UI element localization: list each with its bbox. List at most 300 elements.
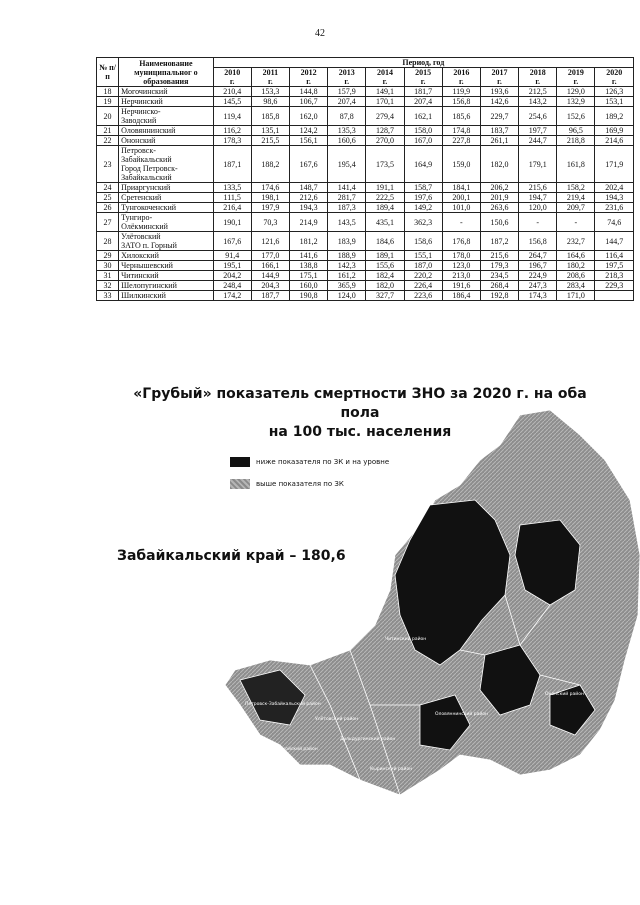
value-cell: 227,8	[442, 136, 480, 146]
value-cell: 184,1	[442, 183, 480, 193]
municipality-name	[119, 136, 214, 146]
value-cell: 194,3	[595, 193, 634, 203]
value-cell: 155,6	[366, 261, 404, 271]
value-cell: 231,6	[595, 203, 634, 213]
value-cell: 185,8	[251, 107, 289, 126]
row-number: 20	[97, 107, 119, 126]
value-cell: 197,5	[595, 261, 634, 271]
municipality-name-line: Забайкальский	[121, 155, 172, 164]
table-row	[97, 271, 634, 281]
table-row	[97, 107, 634, 126]
value-cell: 191,6	[442, 281, 480, 291]
value-cell: 214,9	[289, 213, 327, 232]
value-cell: 270,0	[366, 136, 404, 146]
mortality-table	[96, 57, 634, 301]
year-header	[595, 68, 634, 87]
value-cell: 212,5	[519, 87, 557, 97]
value-cell: 207,4	[404, 97, 442, 107]
value-cell: 155,1	[404, 251, 442, 261]
row-number: 21	[97, 126, 119, 136]
value-cell: 207,4	[328, 97, 366, 107]
value-cell: 156,8	[519, 232, 557, 251]
municipality-name-line: Сретенский	[121, 193, 162, 202]
value-cell: 158,6	[404, 232, 442, 251]
value-cell: 195,4	[328, 146, 366, 183]
municipality-name	[119, 281, 214, 291]
row-number: 33	[97, 291, 119, 301]
municipality-name-line: ЗАТО п. Горный	[121, 241, 177, 250]
value-cell: 210,4	[213, 87, 251, 97]
value-cell: 194,7	[519, 193, 557, 203]
year-header	[213, 68, 251, 87]
value-cell: -	[557, 213, 595, 232]
municipality-name	[119, 183, 214, 193]
value-cell: 152,6	[557, 107, 595, 126]
year-suffix: г.	[382, 77, 388, 86]
value-cell: 224,9	[519, 271, 557, 281]
value-cell: 156,8	[442, 97, 480, 107]
value-cell: 216,4	[213, 203, 251, 213]
value-cell: 194,3	[289, 203, 327, 213]
row-number: 24	[97, 183, 119, 193]
year-suffix: г.	[573, 77, 579, 86]
row-number: 25	[97, 193, 119, 203]
value-cell: 171,0	[557, 291, 595, 301]
value-cell: 327,7	[366, 291, 404, 301]
table-row	[97, 251, 634, 261]
year-suffix: г.	[611, 77, 617, 86]
map-label-dulduрга: Дульдургинский район	[340, 737, 396, 742]
value-cell: 215,6	[519, 183, 557, 193]
value-cell: 145,5	[213, 97, 251, 107]
value-cell: 229,7	[480, 107, 518, 126]
value-cell: 281,7	[328, 193, 366, 203]
value-cell: 96,5	[557, 126, 595, 136]
municipality-name	[119, 203, 214, 213]
value-cell: 263,6	[480, 203, 518, 213]
value-cell: 116,4	[595, 251, 634, 261]
value-cell: 264,7	[519, 251, 557, 261]
value-cell: 213,0	[442, 271, 480, 281]
year-label: 2014	[376, 68, 393, 77]
municipality-name	[119, 271, 214, 281]
municipality-name-line: Город Петровск-	[121, 164, 178, 173]
table-row	[97, 203, 634, 213]
year-header	[519, 68, 557, 87]
municipality-name	[119, 87, 214, 97]
value-cell: 141,4	[328, 183, 366, 193]
table-row	[97, 232, 634, 251]
value-cell: 192,8	[480, 291, 518, 301]
value-cell: 70,3	[251, 213, 289, 232]
header-period: Период, год	[213, 58, 633, 68]
map-label-chitinsky: Читинский район	[385, 637, 427, 642]
value-cell: 181,7	[404, 87, 442, 97]
municipality-name-line: Шелопугинский	[121, 281, 177, 290]
value-cell: 181,2	[289, 232, 327, 251]
value-cell: 190,8	[289, 291, 327, 301]
page-number: 42	[315, 28, 325, 39]
year-header	[366, 68, 404, 87]
value-cell: 120,0	[519, 203, 557, 213]
value-cell: 167,6	[213, 232, 251, 251]
value-cell: 204,2	[213, 271, 251, 281]
value-cell: 153,1	[595, 97, 634, 107]
value-cell: 111,5	[213, 193, 251, 203]
value-cell: 190,1	[213, 213, 251, 232]
table-row	[97, 136, 634, 146]
value-cell: 182,0	[366, 281, 404, 291]
value-cell: 183,7	[480, 126, 518, 136]
value-cell: 128,7	[366, 126, 404, 136]
value-cell: 180,2	[557, 261, 595, 271]
value-cell: 189,2	[595, 107, 634, 126]
year-suffix: г.	[306, 77, 311, 86]
value-cell: 189,1	[366, 251, 404, 261]
value-cell: 223,6	[404, 291, 442, 301]
table-row	[97, 97, 634, 107]
municipality-name-line: Могочинский	[121, 87, 168, 96]
value-cell: 177,0	[251, 251, 289, 261]
row-number: 18	[97, 87, 119, 97]
value-cell: 174,8	[442, 126, 480, 136]
value-cell: 202,4	[595, 183, 634, 193]
year-label: 2012	[300, 68, 317, 77]
legend-item-above	[230, 477, 389, 491]
municipality-name-line: Чернышевский	[121, 261, 173, 270]
municipality-name-line: Хилокский	[121, 251, 159, 260]
row-number: 28	[97, 232, 119, 251]
year-suffix: г.	[420, 77, 426, 86]
value-cell: 189,4	[366, 203, 404, 213]
year-label: 2016	[453, 68, 470, 77]
value-cell: 143,5	[328, 213, 366, 232]
value-cell: 283,4	[557, 281, 595, 291]
value-cell: 98,6	[251, 97, 289, 107]
value-cell: 208,6	[557, 271, 595, 281]
legend-item-below	[230, 455, 389, 469]
year-suffix: г.	[535, 77, 541, 86]
header-num: № п/п	[97, 58, 119, 87]
table-row	[97, 193, 634, 203]
year-label: 2018	[529, 68, 546, 77]
municipality-name-line: Олёкминский	[121, 222, 168, 231]
value-cell: 186,4	[442, 291, 480, 301]
value-cell: 197,9	[251, 203, 289, 213]
value-cell: 158,0	[404, 126, 442, 136]
year-suffix: г.	[268, 77, 273, 86]
value-cell: -	[442, 213, 480, 232]
map-title-line2: на 100 тыс. населения	[268, 424, 452, 440]
value-cell: 185,6	[442, 107, 480, 126]
value-cell: 91,4	[213, 251, 251, 261]
row-number: 27	[97, 213, 119, 232]
value-cell: 153,3	[251, 87, 289, 97]
row-number: 30	[97, 261, 119, 271]
value-cell: 200,1	[442, 193, 480, 203]
municipality-name	[119, 126, 214, 136]
value-cell: 187,0	[404, 261, 442, 271]
municipality-name	[119, 97, 214, 107]
value-cell: 188,2	[251, 146, 289, 183]
value-cell: 162,1	[404, 107, 442, 126]
value-cell: 176,8	[442, 232, 480, 251]
municipality-name-line: Нерчинско-	[121, 107, 161, 116]
municipality-name-line: Петровск-	[121, 146, 156, 155]
value-cell: 195,1	[213, 261, 251, 271]
year-label: 2013	[338, 68, 355, 77]
value-cell: 174,6	[251, 183, 289, 193]
value-cell: 167,6	[289, 146, 327, 183]
row-number: 23	[97, 146, 119, 183]
year-label: 2015	[415, 68, 432, 77]
map-title-line1: «Грубый» показатель смертности ЗНО за 2020 г. на оба пола	[133, 386, 587, 421]
value-cell: 160,0	[289, 281, 327, 291]
value-cell: 268,4	[480, 281, 518, 291]
value-cell: 215,6	[480, 251, 518, 261]
value-cell: 248,4	[213, 281, 251, 291]
value-cell: 149,2	[404, 203, 442, 213]
value-cell: 121,6	[251, 232, 289, 251]
value-cell: 159,0	[442, 146, 480, 183]
value-cell: 215,5	[251, 136, 289, 146]
value-cell: 178,3	[213, 136, 251, 146]
row-number: 32	[97, 281, 119, 291]
municipality-name	[119, 232, 214, 251]
value-cell: 167,0	[404, 136, 442, 146]
year-header	[251, 68, 289, 87]
value-cell: 161,2	[328, 271, 366, 281]
table-row	[97, 213, 634, 232]
value-cell: -	[519, 213, 557, 232]
table-row	[97, 261, 634, 271]
value-cell: 191,1	[366, 183, 404, 193]
value-cell: 187,3	[328, 203, 366, 213]
municipality-name-line: Приаргунский	[121, 183, 171, 192]
value-cell: 218,8	[557, 136, 595, 146]
value-cell: 106,7	[289, 97, 327, 107]
value-cell: 87,8	[328, 107, 366, 126]
value-cell: 218,3	[595, 271, 634, 281]
value-cell: 229,3	[595, 281, 634, 291]
value-cell: 123,0	[442, 261, 480, 271]
value-cell: 175,1	[289, 271, 327, 281]
municipality-name-line: Ононский	[121, 136, 156, 145]
value-cell: 193,6	[480, 87, 518, 97]
value-cell: 150,6	[480, 213, 518, 232]
value-cell: 142,6	[480, 97, 518, 107]
value-cell: 196,7	[519, 261, 557, 271]
year-suffix: г.	[229, 77, 235, 86]
value-cell: 204,3	[251, 281, 289, 291]
value-cell: 183,9	[328, 232, 366, 251]
value-cell: 197,7	[519, 126, 557, 136]
map-label-krasnochikoy: Красночикойский район	[260, 747, 318, 752]
map-label-uletovsky: Улётовский район	[315, 717, 359, 722]
value-cell: 132,9	[557, 97, 595, 107]
value-cell: 156,1	[289, 136, 327, 146]
value-cell: 119,9	[442, 87, 480, 97]
value-cell: 158,7	[404, 183, 442, 193]
value-cell: 138,8	[289, 261, 327, 271]
value-cell: 171,9	[595, 146, 634, 183]
row-number: 29	[97, 251, 119, 261]
value-cell: 179,1	[519, 146, 557, 183]
value-cell: 135,3	[328, 126, 366, 136]
municipality-name-line: Забайкальский	[121, 173, 172, 182]
value-cell: 362,3	[404, 213, 442, 232]
value-cell: 162,0	[289, 107, 327, 126]
value-cell: 234,5	[480, 271, 518, 281]
year-header	[442, 68, 480, 87]
value-cell: 124,2	[289, 126, 327, 136]
value-cell: 198,1	[251, 193, 289, 203]
value-cell: 435,1	[366, 213, 404, 232]
year-label: 2019	[567, 68, 584, 77]
value-cell: 157,9	[328, 87, 366, 97]
value-cell: 124,0	[328, 291, 366, 301]
value-cell: 187,1	[213, 146, 251, 183]
value-cell: 174,2	[213, 291, 251, 301]
year-header	[328, 68, 366, 87]
value-cell: 178,0	[442, 251, 480, 261]
year-header	[480, 68, 518, 87]
value-cell: 365,9	[328, 281, 366, 291]
value-cell: 279,4	[366, 107, 404, 126]
row-number: 31	[97, 271, 119, 281]
value-cell: 164,9	[404, 146, 442, 183]
value-cell: 197,6	[404, 193, 442, 203]
value-cell: 220,2	[404, 271, 442, 281]
value-cell: 144,8	[289, 87, 327, 97]
municipality-name-line: Нерчинский	[121, 97, 163, 106]
year-suffix: г.	[458, 77, 464, 86]
value-cell: 244,7	[519, 136, 557, 146]
map-label-petrovsk: Петровск-Забайкальский район	[245, 702, 321, 707]
legend-swatch-above	[230, 479, 250, 489]
value-cell: 254,6	[519, 107, 557, 126]
municipality-name	[119, 251, 214, 261]
header-name: Наименование муниципальног о образования	[119, 58, 214, 87]
year-label: 2020	[606, 68, 623, 77]
value-cell: 158,2	[557, 183, 595, 193]
value-cell: 182,4	[366, 271, 404, 281]
value-cell: 219,4	[557, 193, 595, 203]
map-label-ononsky: Ононский район	[545, 692, 584, 697]
map-legend	[230, 455, 389, 499]
municipality-name	[119, 193, 214, 203]
row-number: 19	[97, 97, 119, 107]
year-header	[404, 68, 442, 87]
table-body	[97, 87, 634, 301]
municipality-name-line: Тунгокоченский	[121, 203, 177, 212]
value-cell: 214,6	[595, 136, 634, 146]
value-cell: 126,3	[595, 87, 634, 97]
legend-label-below: ниже показателя по ЗК и на уровне	[256, 458, 390, 466]
value-cell: 142,3	[328, 261, 366, 271]
value-cell: 129,0	[557, 87, 595, 97]
value-cell: 164,6	[557, 251, 595, 261]
value-cell	[595, 291, 634, 301]
value-cell: 148,7	[289, 183, 327, 193]
table-row	[97, 291, 634, 301]
value-cell: 212,6	[289, 193, 327, 203]
value-cell: 232,7	[557, 232, 595, 251]
year-suffix: г.	[344, 77, 350, 86]
municipality-name-line: Читинский	[121, 271, 159, 280]
value-cell: 188,9	[328, 251, 366, 261]
year-suffix: г.	[497, 77, 502, 86]
legend-swatch-below	[230, 457, 250, 467]
value-cell: 179,3	[480, 261, 518, 271]
map-label-kyrinsky: Кыринский район	[370, 767, 413, 772]
municipality-name-line: Шилкинский	[121, 291, 166, 300]
value-cell: 261,1	[480, 136, 518, 146]
value-cell: 170,1	[366, 97, 404, 107]
table-row	[97, 126, 634, 136]
value-cell: 169,9	[595, 126, 634, 136]
region-total: Забайкальский край – 180,6	[117, 548, 346, 564]
municipality-name-line: Заводский	[121, 116, 157, 125]
value-cell: 133,5	[213, 183, 251, 193]
municipality-name-line: Оловяннинский	[121, 126, 176, 135]
legend-label-above: выше показателя по ЗК	[256, 480, 344, 488]
value-cell: 173,5	[366, 146, 404, 183]
value-cell: 144,9	[251, 271, 289, 281]
year-header	[289, 68, 327, 87]
value-cell: 74,6	[595, 213, 634, 232]
value-cell: 144,7	[595, 232, 634, 251]
value-cell: 119,4	[213, 107, 251, 126]
year-label: 2010	[224, 68, 241, 77]
value-cell: 116,2	[213, 126, 251, 136]
value-cell: 166,1	[251, 261, 289, 271]
table-row	[97, 281, 634, 291]
value-cell: 182,0	[480, 146, 518, 183]
value-cell: 161,8	[557, 146, 595, 183]
value-cell: 222,5	[366, 193, 404, 203]
row-number: 26	[97, 203, 119, 213]
municipality-name-line: Улётовский	[121, 232, 161, 241]
value-cell: 201,9	[480, 193, 518, 203]
value-cell: 187,7	[251, 291, 289, 301]
row-number: 22	[97, 136, 119, 146]
table-row	[97, 146, 634, 183]
value-cell: 247,3	[519, 281, 557, 291]
value-cell: 226,4	[404, 281, 442, 291]
municipality-name	[119, 291, 214, 301]
year-header	[557, 68, 595, 87]
map-label-olovyan: Оловяннинский район	[435, 712, 488, 717]
value-cell: 206,2	[480, 183, 518, 193]
municipality-name	[119, 261, 214, 271]
value-cell: 174,3	[519, 291, 557, 301]
value-cell: 101,0	[442, 203, 480, 213]
municipality-name	[119, 213, 214, 232]
year-label: 2011	[262, 68, 279, 77]
table-row	[97, 183, 634, 193]
value-cell: 160,6	[328, 136, 366, 146]
value-cell: 135,1	[251, 126, 289, 136]
year-label: 2017	[491, 68, 508, 77]
value-cell: 149,1	[366, 87, 404, 97]
value-cell: 209,7	[557, 203, 595, 213]
municipality-name-line: Тунгиро-	[121, 213, 153, 222]
table-row	[97, 87, 634, 97]
value-cell: 143,2	[519, 97, 557, 107]
value-cell: 184,6	[366, 232, 404, 251]
value-cell: 141,6	[289, 251, 327, 261]
